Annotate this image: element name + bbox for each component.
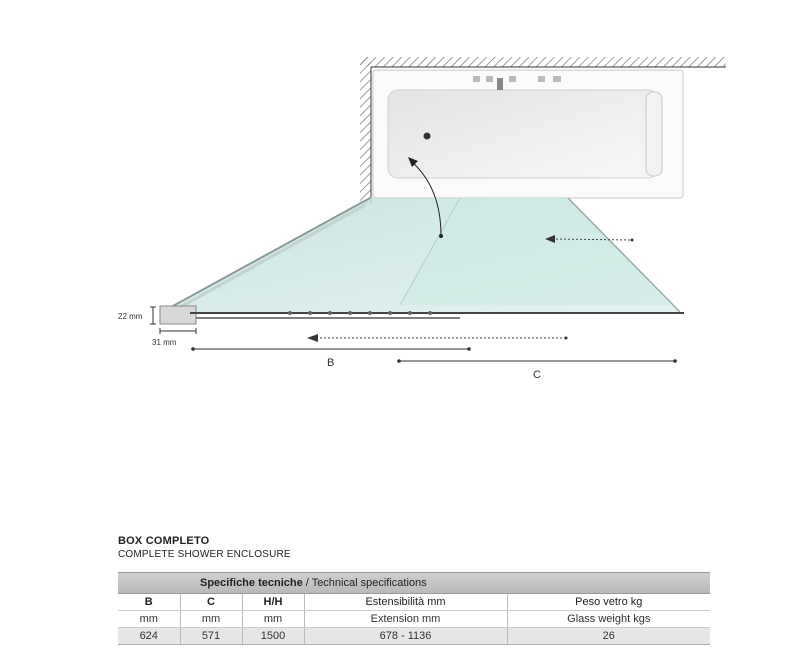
label-c: C	[533, 369, 541, 381]
dim-31mm: 31 mm	[152, 338, 177, 347]
header-c: C	[180, 594, 242, 611]
bathtub	[373, 70, 683, 198]
spec-label-it: Specifiche tecniche	[200, 577, 303, 589]
heading-subtitle: COMPLETE SHOWER ENCLOSURE	[118, 549, 291, 560]
header-glass-weight: Peso vetro kg	[507, 594, 710, 611]
spec-bar-text	[200, 577, 427, 589]
unit-extension: Extension mm	[304, 611, 507, 628]
header-hh: H/H	[242, 594, 304, 611]
dim-22mm: 22 mm	[118, 312, 143, 321]
header-b: B	[118, 594, 180, 611]
value-b: 624	[118, 628, 180, 645]
value-hh: 1500	[242, 628, 304, 645]
label-b: B	[327, 357, 335, 369]
section-heading	[118, 535, 291, 560]
slide-arrow-lower	[307, 334, 568, 342]
heading-title: BOX COMPLETO	[118, 535, 210, 547]
value-c: 571	[180, 628, 242, 645]
drain-icon	[424, 133, 431, 140]
headrest	[646, 92, 662, 176]
profile-height-dim	[150, 307, 156, 324]
unit-glass-weight: Glass weight kgs	[507, 611, 710, 628]
header-extension: Estensibilità mm	[304, 594, 507, 611]
dimension-b	[191, 347, 471, 351]
profile-width-dim	[160, 328, 196, 334]
unit-c: mm	[180, 611, 242, 628]
value-glass-weight: 26	[507, 628, 710, 645]
table-units-row	[118, 611, 710, 628]
table-header-row	[118, 594, 710, 611]
table-values-row	[118, 628, 710, 645]
unit-hh: mm	[242, 611, 304, 628]
value-extension: 678 - 1136	[304, 628, 507, 645]
dimension-c	[397, 359, 677, 363]
spec-bar	[118, 572, 710, 594]
spec-table	[118, 594, 710, 645]
unit-b: mm	[118, 611, 180, 628]
spec-label-en: / Technical specifications	[302, 577, 427, 589]
glass-screen	[162, 198, 680, 312]
